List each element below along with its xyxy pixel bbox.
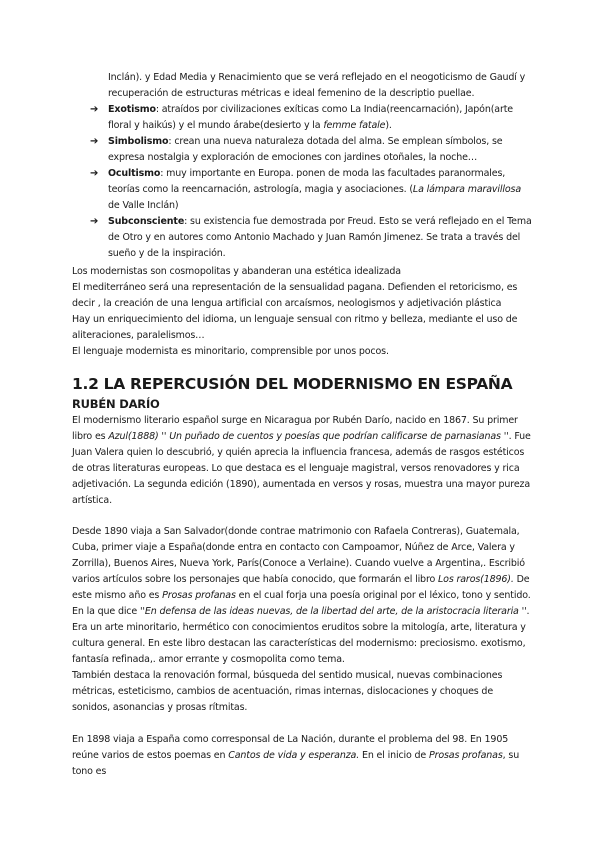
bullet-text: : su existencia fue demostrada por Freud. Esto se verá reflejado en el Tema de Otro y en autores como Antonio Machado y Juan Ramón Jimenez. Se trata a través del sueño y de la inspiración. xyxy=(108,216,532,259)
text: ''. Fue Juan Valera quien lo descubrió, y quién aprecia la influencia francesa, además de rasgos estéticos de otras literaturas europeas. Lo que destaca es el lenguaje magistral, versos renovadores y rica adjetivación. La segunda edición (1890), aumentada en versos y rosas, muestra una mayor pureza artística. xyxy=(72,431,531,506)
book-title-los-raros: Los raros(1896). xyxy=(438,574,514,585)
text: En el inicio de xyxy=(359,750,429,761)
section-heading: 1.2 LA REPERCUSIÓN DEL MODERNISMO EN ESPAÑA xyxy=(72,375,513,393)
book-title-cantos: Cantos de vida y esperanza. xyxy=(228,750,360,761)
bullet-text-end: ). xyxy=(385,120,392,131)
bullet-subconsciente xyxy=(108,214,533,262)
text: En 1898 viaja a España como corresponsal de La Nación, durante el problema del 98. En 1905 reúne varios de estos poemas en xyxy=(72,734,509,761)
bullet-emphasis: La lámpara maravillosa xyxy=(412,184,521,195)
bullet-emphasis: femme fatale xyxy=(323,120,386,131)
continuation-text: Inclán). y Edad Media y Renacimiento que se verá reflejado en el neogoticismo de Gaudí y recuperación de estructuras métricas e ideal femenino de la descriptio puellae. xyxy=(108,72,526,99)
arrow-right-icon: ➔ xyxy=(90,168,99,179)
book-title-azul: Azul(1888) xyxy=(108,431,159,442)
text: , su tono es xyxy=(72,750,520,777)
bullet-exotismo xyxy=(108,102,533,134)
paragraph-ruben-dario-intro xyxy=(72,413,532,509)
arrow-right-icon: ➔ xyxy=(90,104,99,115)
arrow-right-icon: ➔ xyxy=(90,216,99,227)
bullet-term: Subconsciente xyxy=(108,216,185,227)
bullet-term: Exotismo xyxy=(108,104,156,115)
bullet-text-end: de Valle Inclán) xyxy=(108,200,179,211)
quote: 'En defensa de las ideas nuevas, de la libertad del arte, de la aristocracia literaria xyxy=(142,606,519,617)
bullet-text: : muy importante en Europa. ponen de moda las facultades paranormales, teorías como la reencarnación, astrología, magia y asociaciones. ( xyxy=(108,168,506,195)
bullet-simbolismo xyxy=(108,134,533,166)
bullet-text: : crean una nueva naturaleza dotada del alma. Se emplean símbolos, se expresa nostalgia y exploración de emociones con jardines otoñales, la noche… xyxy=(108,136,503,163)
paragraph-viajes xyxy=(72,524,532,668)
paragraph-mediterraneo: El mediterráneo será una representación de la sensualidad pagana. Defienden el retoricismo, es decir , la creación de una lengua artificial con arcaísmos, neologismos y adjetivación plástica xyxy=(72,282,518,309)
paragraph-renovacion-formal: También destaca la renovación formal, búsqueda del sentido musical, nuevas combinaciones métricas, esteticismo, cambios de acentuación, rimas internas, dislocaciones y choques de sonidos, asonancias y prosas rítmitas. xyxy=(72,670,503,713)
section-subheading: RUBÉN DARÍO xyxy=(72,397,160,411)
bullet-term: Ocultismo xyxy=(108,168,161,179)
text: en el cual forja una poesía original por el léxico, tono y sentido. En la que dice ' xyxy=(72,590,531,617)
quote: Un puñado de cuentos y poesías que podrían calificarse de parnasianas xyxy=(169,431,501,442)
text: ''. Era un arte minoritario, hermético con conocimientos eruditos sobre la mitología, arte, literatura y cultura general. En este libro destacan las características del modernismo: preciosismo. exotismo, fantasía refinada,. amor errante y cosmopolita como tema. xyxy=(72,606,530,665)
bullet-ocultismo xyxy=(108,166,533,214)
text: '' xyxy=(158,431,170,442)
paragraph-minoritario: El lenguaje modernista es minoritario, comprensible por unos pocos. xyxy=(72,346,389,357)
paragraph-1898 xyxy=(72,732,532,780)
bullet-text: : atraídos por civilizaciones exíticas como La India(reencarnación), Japón(arte floral y haikús) y el mundo árabe(desierto y la xyxy=(108,104,513,131)
paragraph-enriquecimiento: Hay un enriquecimiento del idioma, un lenguaje sensual con ritmo y belleza, mediante el uso de aliteraciones, paralelismos… xyxy=(72,314,518,341)
paragraph-cosmopolitas: Los modernistas son cosmopolitas y abanderan una estética idealizada xyxy=(72,266,401,277)
text: Desde 1890 viaja a San Salvador(donde contrae matrimonio con Rafaela Contreras), Guatemala, Cuba, primer viaje a España(donde entra en contacto con Campoamor, Núñez de Arce, Valera y Zorrilla), Buenos Aires, Nueva York, París(Conoce a Verlaine). Cuando vuelve a Argentina,. Escribió varios artículos sobre los personajes que había conocido, que formarán el libro xyxy=(72,526,525,585)
arrow-right-icon: ➔ xyxy=(90,136,99,147)
text: De este mismo año es xyxy=(72,574,530,601)
book-title-prosas-profanas: Prosas profanas xyxy=(429,750,503,761)
book-title-prosas-profanas: Prosas profanas xyxy=(162,590,236,601)
bullet-term: Simbolismo xyxy=(108,136,169,147)
text: El modernismo literario español surge en Nicaragua por Rubén Darío, nacido en 1867. Su primer libro es xyxy=(72,415,518,442)
